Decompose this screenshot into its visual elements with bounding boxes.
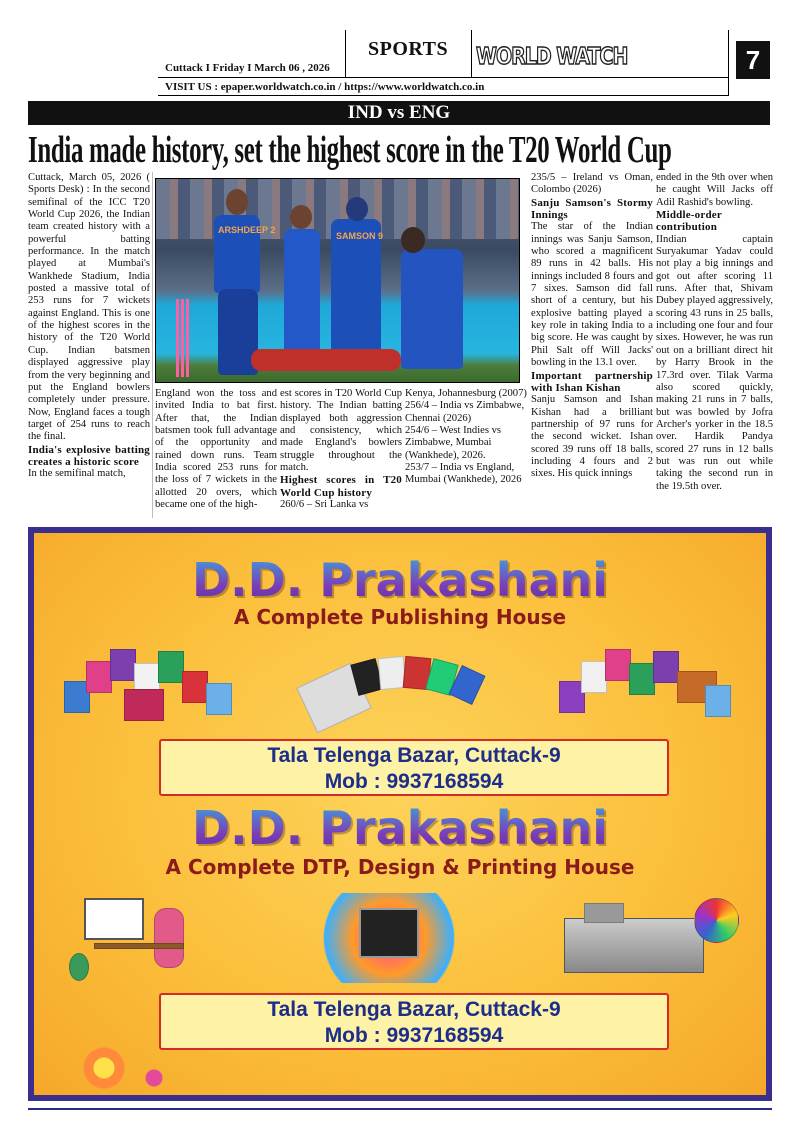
masthead-logo: WORLD WATCH bbox=[476, 43, 628, 71]
magazines-fan-image bbox=[304, 653, 504, 723]
subheading: Highest scores in T20 World Cup history bbox=[280, 474, 402, 499]
ad-mobile: Mob : 9937168594 bbox=[324, 1024, 504, 1047]
player-head bbox=[401, 227, 425, 253]
player-head bbox=[290, 205, 312, 229]
flowers-decoration bbox=[44, 1038, 194, 1098]
ad-address-box bbox=[159, 993, 669, 1050]
subheading: Important partnership with Ishan Kishan bbox=[531, 369, 653, 394]
list-item: 235/5 – Ireland vs Oman, Colombo (2026) bbox=[531, 172, 653, 196]
books-pile-image bbox=[559, 641, 739, 721]
article-column-1 bbox=[28, 172, 150, 481]
ad-title: D.D. Prakashani bbox=[34, 553, 766, 607]
stumps bbox=[176, 299, 190, 377]
player-head bbox=[226, 189, 248, 215]
player-head bbox=[346, 197, 368, 221]
player bbox=[331, 219, 384, 369]
ad-address: Tala Telenga Bazar, Cuttack-9 bbox=[267, 998, 561, 1021]
paragraph: England won the toss and invited India to bat first. After that, the Indian batsmen took full advantage of the opportunity and rained down runs. Team India scored 253 runs for the loss of 7 wickets in the allotted 20 overs, which became one of the high- bbox=[155, 388, 277, 511]
paragraph: IIndian captain Suryakumar Yadav could not play a big innings and got out after scoring 11 runs. After that, Shivam Dubey played aggressively, scoring 43 runs in 25 balls, including one four and four sixes. However, he was run out on a brilliant direct hit by Harry Brook in the 17.3rd over. Tilak Varma also scored quickly, making 21 runs in 7 balls, but was bowled by Jofra Archer's yorker in the 18.5 over. Hardik Pandya scored 27 runs in 12 balls but was run out while taking the second run in the 19.5th over. bbox=[656, 233, 773, 492]
ad-subtitle: A Complete Publishing House bbox=[233, 605, 567, 629]
ad-address: Tala Telenga Bazar, Cuttack-9 bbox=[267, 744, 561, 767]
graphic-design-image bbox=[289, 883, 489, 988]
jersey-text: SAMSON 9 bbox=[336, 231, 384, 241]
headline: India made history, set the highest score in the T20 World Cup bbox=[28, 129, 672, 171]
divider bbox=[471, 30, 472, 78]
divider bbox=[728, 30, 729, 96]
subheading: Middle-order contribution bbox=[656, 209, 722, 234]
divider bbox=[158, 95, 728, 96]
divider bbox=[345, 30, 346, 78]
section-title: SPORTS bbox=[368, 38, 449, 60]
subheading: Sanju Samson's Stormy Innings bbox=[531, 196, 653, 222]
ad-mobile: Mob : 9937168594 bbox=[324, 770, 504, 793]
article-column-2 bbox=[155, 388, 277, 511]
dateline: Cuttack I Friday I March 06 , 2026 bbox=[165, 62, 330, 74]
advertisement bbox=[28, 527, 772, 1101]
article-column-3 bbox=[280, 388, 402, 511]
ad-title: D.D. Prakashani bbox=[34, 801, 766, 855]
list-item: Kenya, Johannesburg (2007) 256/4 – India vs Zimbabwe, Chennai (2026) bbox=[405, 388, 527, 424]
printing-machine-image bbox=[554, 888, 744, 983]
paragraph: ended in the 9th over when he caught Will Jacks off Adil Rashid's bowling. bbox=[656, 172, 773, 208]
paragraph: 260/6 – Sri Lanka vs bbox=[280, 499, 369, 511]
player bbox=[284, 229, 320, 369]
column-rule bbox=[152, 172, 153, 518]
paragraph: In the semifinal match, bbox=[28, 468, 126, 480]
ad-subtitle: A Complete DTP, Design & Printing House bbox=[165, 855, 635, 879]
player bbox=[401, 249, 463, 369]
paragraph: Sanju Samson and Ishan Kishan had a brilliant partnership of 97 runs for the second wicket. Ishan scored 39 runs off 18 balls, including 4 fours and 2 sixes. His quick innings bbox=[531, 394, 653, 480]
match-photo bbox=[155, 178, 520, 383]
article-column-4 bbox=[405, 388, 527, 487]
article-column-6 bbox=[656, 172, 773, 493]
paragraph: est scores in T20 World Cup history. The Indian batting displayed both aggression and consistency, which made England's bowlers struggle throughout the match. bbox=[280, 388, 402, 474]
page-number: 7 bbox=[736, 41, 770, 79]
visit-urls: VISIT US : epaper.worldwatch.co.in / https://www.worldwatch.co.in bbox=[165, 81, 485, 93]
paragraph: Cuttack, March 05, 2026 ( Sports Desk) : In the second semifinal of the ICC T20 World Cup 2026, the Indian team created history with a powerful batting performance. In the match played at Mumbai's Wankhede Stadium, India posted a massive total of 253 runs for 7 wickets against England. This is one of the highest scores in the history of the T20 World Cup. Indian batsmen displayed aggressive play from the very beginning and put the England bowlers completely under pressure. Now, England faces a tough target of 254 runs to reach the final. bbox=[28, 172, 150, 443]
jersey-text: ARSHDEEP 2 bbox=[218, 225, 276, 235]
list-item: 254/6 – West Indies vs Zimbabwe, Mumbai (Wankhede), 2026. bbox=[405, 425, 502, 461]
list-item: 253/7 – India vs England, Mumbai (Wankhede), 2026 bbox=[405, 462, 522, 486]
paragraph: The star of the Indian innings was Sanju Samson, who scored a magnificent 89 runs in 42 balls. His innings included 8 fours and 7 sixes. Samson did fall short of a century, but his explosive batting played a key role in taking India to a big score. He was caught by Phil Salt off Will Jacks' bowling in the 13.1 over. bbox=[531, 221, 653, 369]
subheading: India's explosive batting creates a historic score bbox=[28, 443, 150, 468]
books-pile-image bbox=[64, 641, 244, 721]
fallen-batter bbox=[251, 349, 401, 371]
divider bbox=[158, 77, 728, 78]
bottom-rule bbox=[28, 1108, 772, 1110]
designer-illustration bbox=[64, 888, 224, 983]
kicker-banner: IND vs ENG bbox=[28, 101, 770, 125]
article-column-5 bbox=[531, 172, 653, 481]
ad-address-box bbox=[159, 739, 669, 796]
